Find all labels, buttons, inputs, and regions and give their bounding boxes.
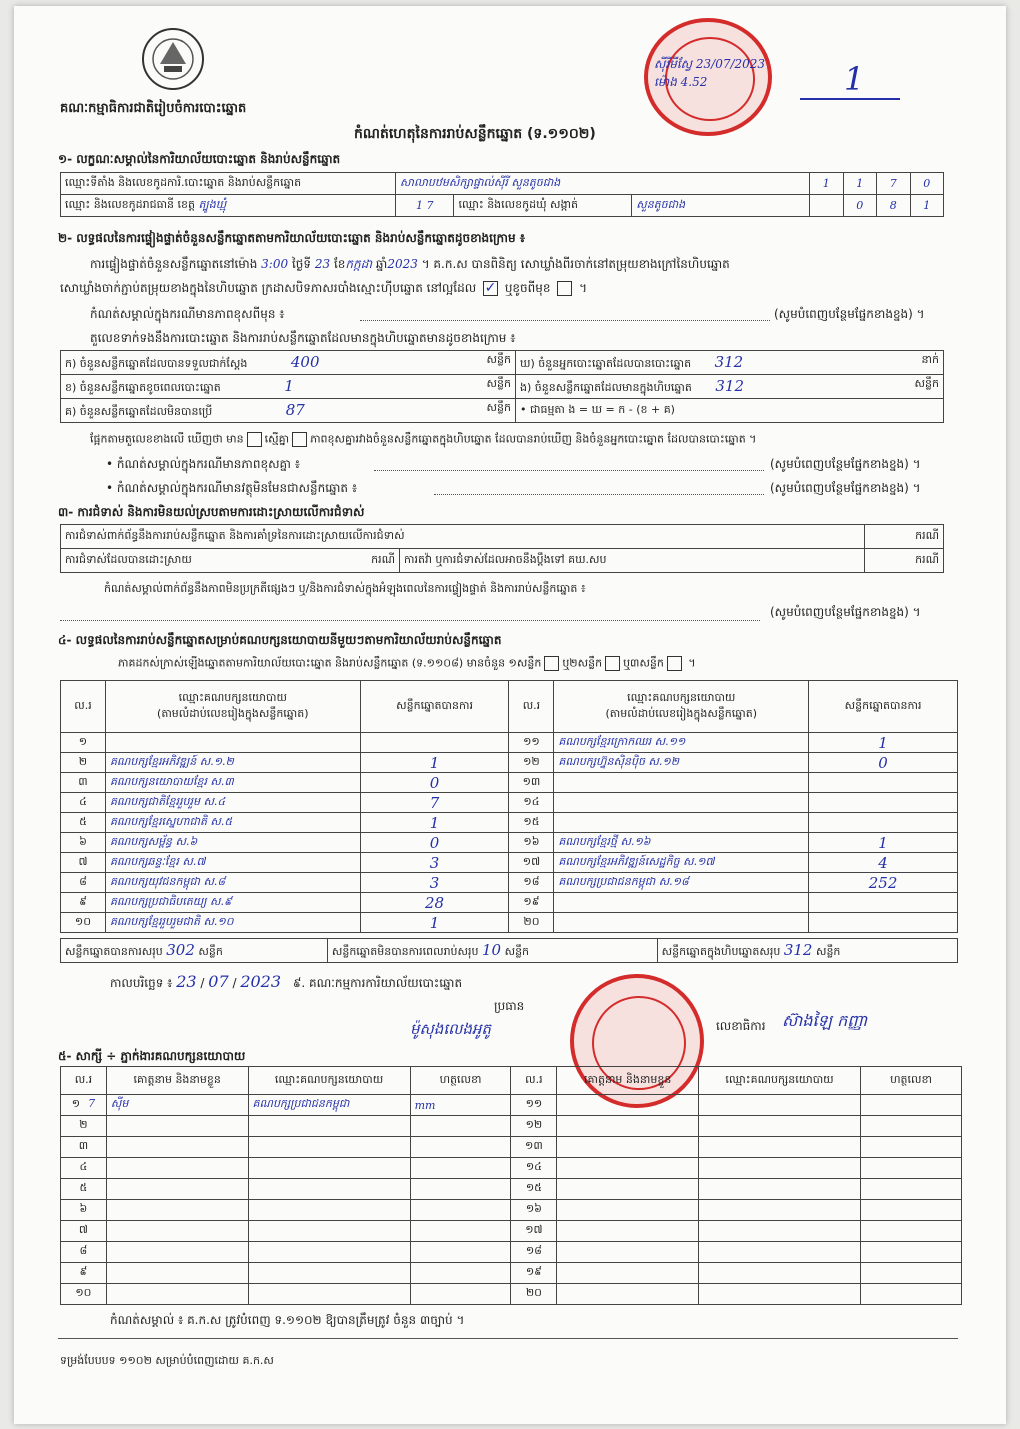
note-fill: (សូមបំពេញបន្ថែមផ្នែកខាងខ្នង) ។ [774, 307, 925, 321]
stamp-mark: 1 [844, 60, 865, 98]
result-no: ២ [78, 754, 88, 768]
w-col-no-left: ល.រ [61, 1067, 107, 1095]
result-no: ២០ [523, 914, 540, 928]
count-d-label: ឃ) ចំនួនអ្នកបោះឆ្នោតដែលបានបោះឆ្នោត [520, 356, 692, 370]
date-line: កាលបរិច្ឆេទ ៖ 23 / 07 / 2023 ៩. គណៈកម្មការការិយាល័យបោះឆ្នោត [110, 972, 463, 991]
col-votes-left: សន្លឹកឆ្នោតបានការ [360, 681, 509, 733]
results-row [61, 873, 958, 893]
witness-no: ១៣ [525, 1139, 543, 1152]
results-row [61, 773, 958, 793]
form-footer: ទម្រង់បែបបទ ១១០២ សម្រាប់បំពេញដោយ គ.ក.ស [60, 1354, 274, 1367]
result-no: ៥ [79, 814, 87, 828]
result-votes: 0 [429, 773, 440, 792]
results-table [60, 680, 958, 933]
result-votes: 4 [878, 853, 888, 872]
month-label: ខែ [333, 257, 346, 271]
verification-label: ការផ្ទៀងផ្ទាត់ចំនួនសន្លឹកឆ្នោតនៅម៉ោង [90, 257, 258, 271]
result-party: គណបក្សខ្មែរក្រោកឈរ ស.១១ [558, 734, 686, 748]
result-votes: 252 [868, 873, 898, 892]
result-no: ៣ [78, 774, 88, 788]
damage-label: ឬខូចពីមុខ [504, 281, 551, 295]
result-no: ១១ [523, 734, 540, 748]
bullet1-fill: (សូមបំពេញបន្ថែមផ្នែកខាងខ្នង) ។ [770, 457, 921, 471]
result-votes: 0 [878, 753, 888, 772]
col-party-left-sub: (តាមលំដាប់លេខរៀងក្នុងសន្លឹកឆ្នោត) [157, 706, 309, 720]
result-no: ១០ [74, 914, 92, 928]
results-row [61, 853, 958, 873]
witness-no: ១៤ [525, 1160, 542, 1173]
section1-heading: ១- លក្ខណៈសម្គាល់នៃការិយាល័យបោះឆ្នោត និងរាប់សន្លឹកឆ្នោត [58, 152, 341, 166]
note-line: កំណត់សម្គាល់ក្នុងករណីមានភាពខុសពីមុន ៖ [90, 307, 285, 321]
results-row [61, 833, 958, 853]
stamp-underline [800, 98, 900, 100]
result-party: គណបក្សសម្ព័ន្ធ ស.៦ [109, 834, 198, 848]
witness-row [61, 1284, 962, 1305]
count-e-label: ង) ចំនួនសន្លឹកឆ្នោតដែលមានក្នុងហិបឆ្នោត [520, 380, 692, 394]
form-sheet [14, 6, 1006, 1424]
witness-no: ៥ [79, 1181, 88, 1194]
province-value: ត្បូងឃ្មុំ [198, 197, 227, 211]
result-no: ១២ [523, 754, 540, 768]
irregularity-fill: (សូមបំពេញបន្ថែមផ្នែកខាងខ្នង) ។ [770, 605, 921, 619]
verification-time: 3:00 [261, 257, 289, 271]
witness-no: ២ [79, 1118, 88, 1131]
section2-heading: ២- លទ្ធផលនៃការផ្ទៀងផ្ទាត់ចំនួនសន្លឹកឆ្នោតតាមការិយាល័យបោះឆ្នោត និងរាប់សន្លឹកឆ្នោតដូចខាងក្រោម ៖ [58, 231, 526, 245]
page-title: កំណត់ហេតុនៃការរាប់សន្លឹកឆ្នោត (ទ.១១០២) [354, 126, 596, 142]
result-votes: 0 [429, 833, 440, 852]
witness-no: ២០ [525, 1286, 542, 1299]
witness-no: ១០ [75, 1286, 92, 1299]
intact-check-mark: ✓ [484, 280, 497, 296]
result-votes: 1 [429, 813, 440, 832]
location-code-2: 1 [843, 173, 877, 195]
irregularity-note: កំណត់សម្គាល់ពាក់ព័ន្ធនឹងភាពមិនប្រក្រតីផ្សេងៗ ឬ/និងការជំទាស់ក្នុងអំឡុងពេលនៃការផ្ទៀងផ្ទាត់ និងការរាប់សន្លឹកឆ្នោត ៖ [104, 582, 586, 595]
witness-row [61, 1221, 962, 1242]
col-party-right-sub: (តាមលំដាប់លេខរៀងក្នុងសន្លឹកឆ្នោត) [605, 706, 758, 720]
witness-no: ១៧ [525, 1223, 543, 1236]
location-label: ឈ្មោះទីតាំង និងលេខកូដការិ.បោះឆ្នោត និងរាប់សន្លឹកឆ្នោត [61, 173, 396, 195]
results-row [61, 913, 958, 933]
equal-label: ស្មើគ្នា [264, 432, 290, 446]
witness-no: ៨ [79, 1244, 88, 1257]
bullet-foreign-object: • កំណត់សម្គាល់ក្នុងករណីមានវត្ថុមិនមែនជាសន្លឹកឆ្នោត ៖ [106, 481, 358, 495]
tally-intro: ភាគដកស់ក្រាស់ឡើងឆ្នោតតាមការិយាល័យបោះឆ្នោត និងរាប់សន្លឹកឆ្នោត (ទ.១១០៨) មានចំនួន ១សន្លឹក [118, 656, 542, 670]
witness-no: ៧ [78, 1223, 88, 1236]
result-votes: 3 [429, 873, 440, 892]
verification-month: កក្កដា [345, 257, 373, 271]
result-votes: 7 [429, 793, 440, 812]
total-box-label: សន្លឹកឆ្នោតក្នុងហិបឆ្នោតសរុប [661, 944, 781, 958]
witness-no: ១៥ [525, 1181, 542, 1194]
count-c-unit: សន្លឹក [486, 400, 511, 414]
witness-no: ៩ [79, 1265, 88, 1278]
result-party: គណបក្សខ្មែរថ្មី ស.១៦ [558, 834, 651, 848]
compare-label: ផ្អែកតាមតួលេខខាងលើ ឃើញថា មាន [90, 432, 244, 446]
result-party: គណបក្សប្រជាធិបតេយ្យ ស.៩ [109, 894, 232, 908]
witness-row [61, 1200, 962, 1221]
counts-intro: តួលេខទាក់ទងនឹងការបោះឆ្នោត និងការរាប់សន្លឹកឆ្នោតដែលមានក្នុងហិបឆ្នោតមានដូចខាងក្រោម ៖ [90, 331, 516, 345]
result-votes: 1 [429, 753, 440, 772]
secretary-label: លេខាធិការ [716, 1019, 766, 1033]
location-value: សាលាបឋមសិក្សាផ្ទាល់ស៊ីរី សួនតូចជាង [400, 175, 561, 189]
compare-rest: ភាពខុសគ្នារវាងចំនួនសន្លឹកឆ្នោតក្នុងហិបឆ្នោត ដែលបានរាប់ឃើញ និងចំនួនអ្នកបោះឆ្នោត ដែលបានបោះឆ្នោត ។ [310, 432, 757, 446]
count-c-label: គ) ចំនួនសន្លឹកឆ្នោតដែលមិនបានប្រើ [65, 404, 213, 418]
committee-label: ៩. គណៈកម្មការការិយាល័យបោះឆ្នោត [292, 976, 463, 990]
result-party: គណបក្សយុវជនកម្ពុជា ស.៨ [109, 874, 226, 888]
result-votes: 1 [429, 913, 440, 932]
witness-no: ៤ [79, 1160, 88, 1173]
result-no: ១៩ [523, 894, 540, 908]
results-row [61, 893, 958, 913]
result-party: គណបក្សឆន្ទៈខ្មែរ ស.៧ [109, 854, 206, 868]
chair-signature: ម៉ូសុងលេងអូតូ [410, 1020, 491, 1038]
location-code-3: 7 [877, 173, 911, 195]
date-label: កាលបរិច្ឆេទ ៖ [110, 976, 173, 990]
province-code-2: 7 [426, 199, 434, 212]
result-no: ៨ [79, 874, 87, 888]
seal-line: សោឃ្លាំងចាក់ភ្ជាប់តម្រុយខាងក្នុងនៃហិបឆ្នោត ក្រដាសបិទភាសរបាំងស្មោះហ៊ីបឆ្នោត នៅល្អដែល ✓ ឬខូចពីមុខ ។ [60, 280, 588, 296]
total-invalid-value: 10 [482, 940, 502, 959]
result-party: គណបក្សប្រជាជនកម្ពុជា ស.១៨ [558, 874, 689, 888]
verification-day: 23 [314, 257, 331, 271]
result-party: គណបក្សខ្មែរស្នេហាជាតិ ស.៥ [109, 814, 233, 828]
location-code-1: 1 [810, 173, 844, 195]
chair-label: ប្រធាន [494, 999, 525, 1013]
result-party: គណបក្សនយោបាយខ្មែរ ស.៣ [109, 774, 234, 788]
formula-note: • ជាធម្មតា ង = ឃ = ក - (ខ + គ) [516, 399, 944, 423]
results-row [61, 793, 958, 813]
one-sheet-checkbox[interactable] [544, 656, 559, 671]
result-no: ៤ [79, 794, 87, 808]
witness-row [61, 1242, 962, 1263]
result-no: ៧ [78, 854, 88, 868]
count-d-unit: នាក់ [921, 352, 939, 366]
counts-table [60, 350, 944, 423]
result-no: ១៥ [523, 814, 540, 828]
w-col-name-right: គោត្តនាម និងនាមខ្លួន [557, 1067, 699, 1095]
result-no: ១ [78, 734, 88, 748]
witness-note: កំណត់សម្គាល់ ៖ គ.ក.ស ត្រូវបំពេញ ទ.១១០២ ឱ្យបានត្រឹមត្រូវ ចំនួន ៣ច្បាប់ ។ [110, 1313, 465, 1327]
result-party: គណបក្សខ្មែរអភិវឌ្ឍន៍សេដ្ឋកិច្ច ស.១៧ [558, 854, 715, 868]
bullet-difference: • កំណត់សម្គាល់ក្នុងករណីមានភាពខុសគ្នា ៖ [106, 457, 301, 471]
commune-code-3: 1 [910, 195, 944, 217]
results-row [61, 813, 958, 833]
section3-heading: ៣- ការជំទាស់ និងការមិនយល់ស្របតាមការដោះស្រាយលើការជំទាស់ [58, 505, 365, 519]
w-col-party-right: ឈ្មោះគណបក្សនយោបាយ [699, 1067, 861, 1095]
has-checkbox[interactable] [247, 432, 262, 447]
witness-row [61, 1263, 962, 1284]
result-no: ៦ [79, 834, 87, 848]
verification-year: 2023 [387, 257, 418, 271]
date-month: 07 [208, 972, 229, 991]
witness-name: ស៊ីម [110, 1097, 129, 1110]
total-valid-value: 302 [166, 940, 195, 959]
col-no-left: ល.រ [61, 681, 106, 733]
date-day: 23 [176, 972, 197, 991]
resolved-unit: ករណី [371, 552, 395, 566]
witness-row [61, 1137, 962, 1158]
equal-checkbox[interactable] [292, 432, 307, 447]
result-no: ១៧ [522, 854, 541, 868]
receipt-stamp-text: ស៊ីរីមីស្វែ 23/07/2023 ម៉ោង 4.52 [654, 57, 766, 89]
results-row [61, 753, 958, 773]
witness-no: ១៨ [525, 1244, 542, 1257]
witness-signature: mm [414, 1098, 436, 1112]
day-label: ថ្ងៃទី [291, 257, 311, 271]
objection-row1: ការជំទាស់ពាក់ព័ន្ធនឹងការរាប់សន្លឹកឆ្នោត និងការគាំទ្រនៃការដោះស្រាយលើការជំទាស់ [61, 525, 865, 549]
count-d-value: 312 [714, 352, 744, 371]
section4-heading: ៤- លទ្ធផលនៃការរាប់សន្លឹកឆ្នោតសម្រាប់គណបក្សនយោបាយនីមួយៗតាមការិយាល័យរាប់សន្លឹកឆ្នោត [58, 633, 502, 647]
result-no: ១៨ [523, 874, 540, 888]
province-label: ឈ្មោះ និងលេខកូដរាជធានី ខេត្ត [65, 197, 195, 211]
witness-party: គណបក្សប្រជាជនកម្ពុជា [252, 1097, 350, 1110]
total-valid-label: សន្លឹកឆ្នោតបានការសរុប [65, 944, 163, 958]
witness-no: ១ [71, 1097, 81, 1110]
two-sheet-label: ឬ២សន្លឹក [562, 656, 603, 670]
witness-no: ១១ [525, 1097, 543, 1110]
commune-value: សួនតូចជាង [636, 197, 686, 211]
compare-line [90, 432, 756, 449]
count-e-value: 312 [715, 376, 745, 395]
count-a-label: ក) ចំនួនសន្លឹកឆ្នោតដែលបានទទួលជាក់ស្តែង [65, 356, 248, 370]
result-votes: 1 [878, 733, 888, 752]
witness-table [60, 1066, 962, 1305]
three-sheet-label: ឬ៣សន្លឹក [623, 656, 664, 670]
witness-mark: 7 [88, 1097, 96, 1110]
year-label: ឆ្នាំ [375, 257, 388, 271]
result-party: គណបក្សខ្មែរអភិវឌ្ឍន៍ ស.១.២ [109, 754, 234, 768]
witness-no: ១២ [525, 1118, 543, 1131]
two-sheet-checkbox[interactable] [605, 656, 620, 671]
col-votes-right: សន្លឹកឆ្នោតបានការ [809, 681, 958, 733]
bullet2-fill: (សូមបំពេញបន្ថែមផ្នែកខាងខ្នង) ។ [770, 481, 921, 495]
appeal-unit: ករណី [865, 549, 944, 573]
verification-line [90, 256, 730, 274]
count-a-value: 400 [290, 352, 320, 371]
result-votes: 3 [429, 853, 440, 872]
w-col-no-right: ល.រ [511, 1067, 557, 1095]
result-votes: 1 [878, 833, 888, 852]
result-party: គណបក្សជាតិខ្មែររួបរួម ស.៤ [109, 794, 226, 808]
witness-row [61, 1095, 962, 1116]
tally-sheet-line: ភាគដកស់ក្រាស់ឡើងឆ្នោតតាមការិយាល័យបោះឆ្នោត និងរាប់សន្លឹកឆ្នោត (ទ.១១០៨) មានចំនួន ១សន្លឹក ឬ២សន្លឹក ឬ៣សន្លឹក ។ [118, 656, 696, 670]
count-b-value: 1 [284, 376, 294, 395]
result-votes: 28 [425, 893, 445, 912]
result-no: ១៦ [523, 834, 540, 848]
date-year: 2023 [240, 972, 282, 991]
commune-code-1: 0 [843, 195, 877, 217]
seal-text: សោឃ្លាំងចាក់ភ្ជាប់តម្រុយខាងក្នុងនៃហិបឆ្នោត ក្រដាសបិទភាសរបាំងស្មោះហ៊ីបឆ្នោត នៅល្អដែល [60, 281, 477, 295]
damage-checkbox[interactable] [557, 281, 572, 296]
commission-name: គណៈកម្មាធិការជាតិរៀបចំការបោះឆ្នោត [60, 101, 247, 116]
total-invalid-label: សន្លឹកឆ្នោតមិនបានការពេលរាប់សរុប [331, 944, 479, 958]
location-code-4: 0 [910, 173, 944, 195]
total-invalid-unit: សន្លឹក [504, 944, 530, 958]
w-col-sig-right: ហត្ថលេខា [861, 1067, 962, 1095]
count-b-unit: សន្លឹក [486, 376, 511, 390]
province-code-1: 1 [415, 199, 423, 212]
secretary-signature: ស៊ាងឡៃ កញ្ញា [782, 1011, 868, 1030]
result-no: ១៣ [522, 774, 541, 788]
w-col-sig-left: ហត្ថលេខា [410, 1067, 511, 1095]
witness-no: ៣ [78, 1139, 89, 1152]
total-box-value: 312 [783, 940, 813, 959]
w-col-name-left: គោត្តនាម និងនាមខ្លួន [106, 1067, 248, 1095]
intact-checkbox[interactable] [483, 281, 498, 296]
section1-table [60, 172, 944, 217]
commune-label: ឈ្មោះ និងលេខកូដឃុំ សង្កាត់ [454, 195, 632, 217]
witness-row [61, 1179, 962, 1200]
result-party: គណបក្សខ្មែររួបរួមជាតិ ស.១០ [109, 914, 234, 928]
appeal-label: ការតវ៉ា ឬការជំទាស់ដែលអាចនឹងប្តឹងទៅ គឃ.សប [400, 549, 865, 573]
witness-no: ១៦ [525, 1202, 542, 1215]
total-valid-unit: សន្លឹក [198, 944, 223, 958]
witness-no: ១៩ [525, 1265, 542, 1278]
results-row [61, 733, 958, 753]
totals-table [60, 938, 958, 963]
count-c-value: 87 [285, 400, 305, 419]
witness-row [61, 1116, 962, 1137]
col-party-right: ឈ្មោះគណបក្សនយោបាយ [627, 690, 736, 704]
verification-rest: ។ គ.ក.ស បានពិនិត្យ សោឃ្លាំងពីរចាក់នៅតម្រុយខាងក្រៅនៃហិបឆ្នោត [421, 257, 730, 271]
commune-code-2: 8 [877, 195, 911, 217]
count-a-unit: សន្លឹក [486, 352, 511, 366]
objection-row1-unit: ករណី [865, 525, 944, 549]
count-b-label: ខ) ចំនួនសន្លឹកឆ្នោតខូចពេលបោះឆ្នោត [65, 380, 221, 394]
section5-heading: ៥- សាក្សី ÷ ភ្នាក់ងារគណបក្សនយោបាយ [58, 1049, 246, 1063]
col-party-left: ឈ្មោះគណបក្សនយោបាយ [178, 690, 287, 704]
witness-no: ៦ [79, 1202, 88, 1215]
three-sheet-checkbox[interactable] [667, 656, 682, 671]
witness-row [61, 1158, 962, 1179]
nec-emblem-icon [138, 24, 208, 94]
w-col-party-left: ឈ្មោះគណបក្សនយោបាយ [248, 1067, 410, 1095]
result-no: ៩ [79, 894, 87, 908]
total-box-unit: សន្លឹក [815, 944, 841, 958]
col-no-right: ល.រ [509, 681, 554, 733]
result-no: ១៤ [523, 794, 540, 808]
objection-table [60, 524, 944, 573]
result-party: គណបក្សហ្វ៊ុនស៊ិនប៉ិច ស.១២ [558, 754, 680, 768]
resolved-label: ការជំទាស់ដែលបានដោះស្រាយ [65, 552, 192, 566]
count-e-unit: សន្លឹក [914, 376, 939, 390]
